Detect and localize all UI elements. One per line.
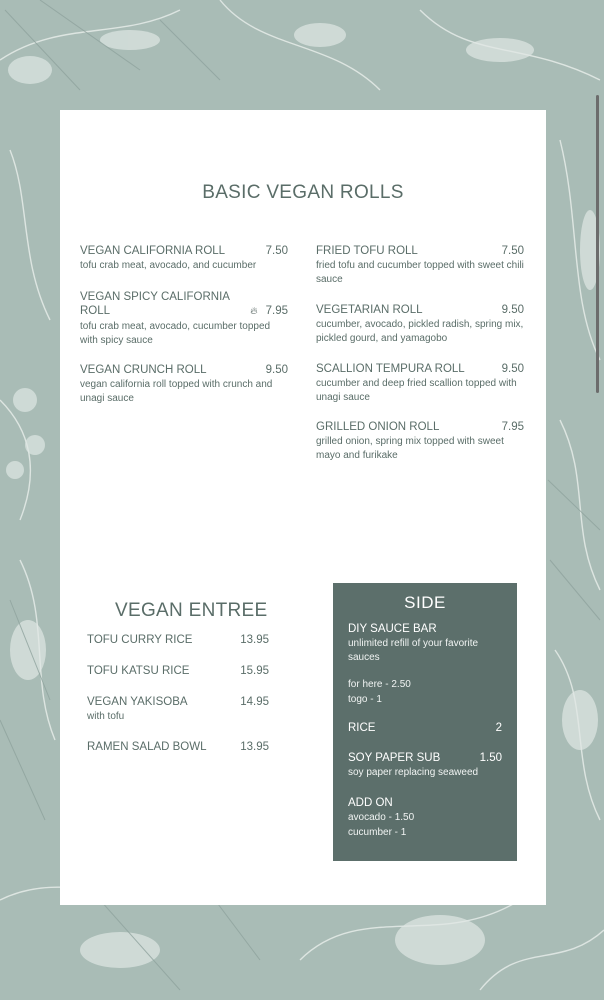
item-name: VEGAN YAKISOBA xyxy=(87,696,188,708)
item-price-line: togo - 1 xyxy=(348,693,382,705)
item-price-line: for here - 2.50 xyxy=(348,679,411,690)
item-name: SOY PAPER SUB xyxy=(348,752,441,764)
item-name: RICE xyxy=(348,722,376,734)
menu-item-vegan-california-roll xyxy=(80,244,288,273)
item-price: 13.95 xyxy=(240,634,269,646)
menu-item-tofu-katsu-rice xyxy=(87,664,269,678)
item-price: 14.95 xyxy=(240,696,269,708)
menu-item-scallion-tempura-roll xyxy=(316,362,524,404)
item-price: 15.95 xyxy=(240,665,269,677)
item-name: GRILLED ONION ROLL xyxy=(316,421,440,433)
side-item-add-on xyxy=(348,796,502,839)
item-price-group xyxy=(250,304,288,319)
item-description: with tofu xyxy=(87,711,125,722)
item-price-line: avocado - 1.50 xyxy=(348,812,415,823)
menu-item-ramen-salad-bowl xyxy=(87,740,269,754)
item-description: cucumber and deep fried scallion topped with unagi sauce xyxy=(316,378,517,403)
flame-icon: 🔥︎ xyxy=(250,306,258,317)
item-name: RAMEN SALAD BOWL xyxy=(87,741,207,753)
item-name: FRIED TOFU ROLL xyxy=(316,245,418,257)
item-price: 2 xyxy=(495,722,502,734)
item-name: VEGAN CALIFORNIA ROLL xyxy=(80,245,226,257)
item-name: TOFU CURRY RICE xyxy=(87,634,193,646)
side-menu-box xyxy=(333,583,517,861)
item-description: cucumber, avocado, pickled radish, spring mix, pickled gourd, and yamagobo xyxy=(316,319,524,344)
menu-item-tofu-curry-rice xyxy=(87,633,269,647)
side-item-sauce-pricing xyxy=(348,677,502,706)
item-description: grilled onion, spring mix topped with sweet mayo and furikake xyxy=(316,436,504,461)
item-price: 7.50 xyxy=(265,245,288,257)
item-price: 9.50 xyxy=(265,364,288,376)
side-item-soy-paper-sub xyxy=(348,751,502,780)
menu-item-vegetarian-roll xyxy=(316,303,524,345)
item-name: TOFU KATSU RICE xyxy=(87,665,190,677)
item-price: 9.50 xyxy=(501,304,524,316)
item-price: 7.50 xyxy=(501,245,524,257)
item-price: 13.95 xyxy=(240,741,269,753)
item-price-line: cucumber - 1 xyxy=(348,826,407,838)
scrollbar[interactable] xyxy=(596,95,599,393)
section-title-entree: VEGAN ENTREE xyxy=(115,600,268,621)
section-title-side: SIDE xyxy=(404,593,446,612)
side-item-diy-sauce-bar xyxy=(348,622,502,664)
menu-item-vegan-yakisoba xyxy=(87,695,269,724)
item-price: 9.50 xyxy=(501,363,524,375)
item-description: tofu crab meat, avocado, and cucumber xyxy=(80,260,257,271)
item-name: DIY SAUCE BAR xyxy=(348,623,437,635)
side-item-rice xyxy=(348,721,502,735)
menu-card xyxy=(60,110,546,905)
item-name: VEGAN SPICY CALIFORNIA ROLL xyxy=(80,291,230,317)
item-name: VEGAN CRUNCH ROLL xyxy=(80,364,207,376)
section-title-rolls: BASIC VEGAN ROLLS xyxy=(202,182,404,203)
item-name: VEGETARIAN ROLL xyxy=(316,304,423,316)
item-name: ADD ON xyxy=(348,797,393,809)
item-price: 7.95 xyxy=(265,305,288,317)
item-price: 7.95 xyxy=(501,421,524,433)
item-name: SCALLION TEMPURA ROLL xyxy=(316,363,465,375)
menu-item-vegan-spicy-california-roll xyxy=(80,290,288,347)
menu-item-vegan-crunch-roll xyxy=(80,363,288,405)
item-description: soy paper replacing seaweed xyxy=(348,767,479,778)
item-price: 1.50 xyxy=(479,752,502,764)
item-description: vegan california roll topped with crunch and unagi sauce xyxy=(80,379,273,404)
item-description: tofu crab meat, avocado, cucumber topped with spicy sauce xyxy=(80,321,271,346)
menu-item-fried-tofu-roll xyxy=(316,244,524,286)
item-description: fried tofu and cucumber topped with sweet chili sauce xyxy=(316,260,524,285)
menu-item-grilled-onion-roll xyxy=(316,420,524,462)
item-description: unlimited refill of your favorite sauces xyxy=(348,638,479,663)
